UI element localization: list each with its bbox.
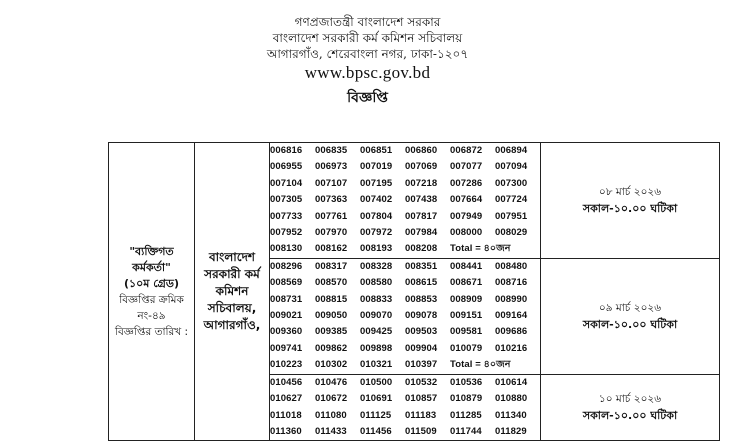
- roll-number: 006851: [360, 145, 393, 156]
- roll-number: 007195: [360, 177, 393, 189]
- commission-title: বাংলাদেশ সরকারী কর্ম কমিশন সচিবালয়: [272, 31, 463, 45]
- roll-number: 008130: [270, 243, 303, 255]
- roll-number: 007664: [450, 194, 483, 206]
- roll-grid: [270, 375, 540, 441]
- govt-title: গণপ্রজাতন্ত্রী বাংলাদেশ সরকার: [294, 15, 441, 29]
- notice-header: [0, 14, 735, 108]
- roll-number: 009070: [360, 310, 393, 322]
- roll-number: 008441: [450, 260, 483, 272]
- roll-number: 006860: [405, 145, 438, 156]
- roll-number: 009151: [450, 310, 483, 322]
- notice-serial-label: বিজ্ঞপ্তির ক্রমিক: [119, 293, 184, 306]
- roll-number: 007972: [360, 227, 393, 239]
- roll-number: 007817: [405, 210, 438, 222]
- roll-number: 007218: [405, 177, 438, 189]
- roll-number: 008296: [270, 260, 303, 272]
- roll-number: 006816: [270, 145, 303, 156]
- roll-number: 009904: [405, 342, 438, 354]
- roll-number: 008351: [405, 260, 438, 272]
- roll-list-cell: [270, 374, 541, 441]
- roll-number: 008909: [450, 293, 483, 305]
- roll-number: 006955: [270, 161, 303, 173]
- post-cell: [109, 143, 195, 441]
- roll-number: 010691: [360, 393, 393, 405]
- exam-date: ১০ মার্চ ২০২৬: [598, 393, 662, 405]
- roll-number: 008193: [360, 243, 393, 255]
- roll-number: 007949: [450, 210, 483, 222]
- roll-number: 010397: [405, 359, 438, 371]
- roll-list-cell: [270, 143, 541, 259]
- roll-number: 010627: [270, 393, 303, 405]
- exam-date: ০৯ মার্চ ২০২৬: [598, 301, 662, 314]
- roll-number: 011183: [405, 409, 437, 421]
- roll-number: 009360: [270, 326, 303, 338]
- roll-number: 009686: [495, 326, 528, 338]
- roll-grid: [270, 143, 540, 258]
- roll-number: 008569: [270, 277, 303, 289]
- venue-line: কমিশন: [215, 284, 249, 299]
- roll-number: 010672: [315, 393, 348, 405]
- roll-number: 010880: [495, 393, 528, 405]
- roll-number: 008480: [495, 260, 528, 272]
- roll-number: 010223: [270, 359, 303, 371]
- roll-number: 008317: [315, 260, 348, 272]
- roll-number: 006894: [495, 145, 528, 156]
- roll-number: 007761: [315, 210, 348, 222]
- roll-number: 010536: [450, 376, 483, 388]
- roll-number: 007402: [360, 194, 393, 206]
- roll-number: 006835: [315, 145, 348, 156]
- schedule-cell: [541, 143, 720, 259]
- post-grade: (১০ম গ্রেড): [123, 276, 180, 290]
- roll-number: 009741: [270, 342, 303, 354]
- venue-line: বাংলাদেশ: [209, 250, 255, 265]
- schedule-cell: [541, 374, 720, 441]
- roll-number: 008162: [315, 243, 348, 255]
- roll-number: 010216: [495, 342, 528, 354]
- roll-number: 008615: [405, 277, 438, 289]
- roll-number: 009898: [360, 342, 393, 354]
- venue-cell: [195, 143, 270, 441]
- roll-number: 006872: [450, 145, 483, 156]
- roll-number: 010857: [405, 393, 438, 405]
- roll-number: 007077: [450, 161, 483, 173]
- roll-number: 010302: [315, 359, 348, 371]
- roll-number: 010456: [270, 376, 303, 388]
- roll-number: 007069: [405, 161, 438, 173]
- roll-grid: [270, 259, 540, 374]
- roll-number: 007107: [315, 177, 348, 189]
- roll-number: 011509: [405, 425, 437, 437]
- roll-number: 011080: [315, 409, 347, 421]
- roll-number: 011829: [495, 425, 527, 437]
- roll-number: 011433: [315, 425, 347, 437]
- roll-number: 010614: [495, 376, 528, 388]
- notice-title: বিজ্ঞপ্তি: [347, 90, 388, 106]
- roll-number: 006973: [315, 161, 348, 173]
- roll-number: 009581: [450, 326, 483, 338]
- roll-number: 009078: [405, 310, 438, 322]
- roll-number: 009164: [495, 310, 528, 322]
- roll-number: 011360: [270, 425, 302, 437]
- roll-number: 008208: [405, 243, 438, 255]
- roll-number: 009050: [315, 310, 348, 322]
- roll-number: 008570: [315, 277, 348, 289]
- roll-number: 011744: [450, 425, 482, 437]
- roll-number: 009425: [360, 326, 393, 338]
- roll-number: 007094: [495, 161, 528, 173]
- roll-number: 008731: [270, 293, 303, 305]
- roll-number: 007305: [270, 194, 303, 206]
- roll-number: 009385: [315, 326, 348, 338]
- roll-number: 010476: [315, 376, 348, 388]
- roll-number: 007104: [270, 177, 303, 189]
- roll-number: 007438: [405, 194, 438, 206]
- roll-number: 007286: [450, 177, 483, 189]
- total-count: Total = ৪০জন: [450, 243, 511, 255]
- roll-number: 010879: [450, 393, 483, 405]
- roll-number: 011340: [495, 409, 527, 421]
- roll-number: 008990: [495, 293, 528, 305]
- total-count: Total = ৪০জন: [450, 359, 511, 371]
- roll-number: 008815: [315, 293, 348, 305]
- roll-number: 010532: [405, 376, 438, 388]
- address: আগারগাঁও, শেরেবাংলা নগর, ঢাকা-১২০৭: [266, 47, 469, 61]
- roll-number: 009503: [405, 326, 438, 338]
- roll-number: 007019: [360, 161, 393, 173]
- schedule-cell: [541, 258, 720, 374]
- notice-serial-number: নং-৪৯: [137, 309, 166, 322]
- roll-number: 007951: [495, 210, 528, 222]
- exam-time: সকাল-১০.০০ ঘটিকা: [582, 409, 678, 422]
- roll-number: 008580: [360, 277, 393, 289]
- roll-number: 007970: [315, 227, 348, 239]
- roll-number: 008671: [450, 277, 483, 289]
- roll-number: 009862: [315, 342, 348, 354]
- venue-line: সচিবালয়,: [207, 301, 257, 316]
- website-link[interactable]: www.bpsc.gov.bd: [304, 63, 431, 82]
- roll-number: 008716: [495, 277, 528, 289]
- exam-time: সকাল-১০.০০ ঘটিকা: [582, 317, 678, 331]
- roll-number: 010321: [360, 359, 393, 371]
- roll-number: 008328: [360, 260, 393, 272]
- roll-number: 011125: [360, 409, 392, 421]
- roll-number: 007733: [270, 210, 303, 222]
- exam-date: ০৮ মার্চ ২০২৬: [598, 185, 662, 198]
- roll-number: 007363: [315, 194, 348, 206]
- roll-number: 007952: [270, 227, 303, 239]
- roll-number: 008029: [495, 227, 528, 239]
- roll-number: 007724: [495, 194, 528, 206]
- roll-number: 010079: [450, 342, 483, 354]
- roll-number: 008853: [405, 293, 438, 305]
- exam-schedule-table: [108, 142, 720, 441]
- post-name: "ব্যক্তিগত কর্মকর্তা": [129, 244, 174, 274]
- roll-number: 011285: [450, 409, 482, 421]
- roll-number: 007984: [405, 227, 438, 239]
- exam-time: সকাল-১০.০০ ঘটিকা: [582, 201, 678, 215]
- venue-line: সরকারী কর্ম: [204, 267, 260, 282]
- roll-number: 009021: [270, 310, 303, 322]
- roll-number: 008833: [360, 293, 393, 305]
- roll-number: 007300: [495, 177, 528, 189]
- roll-number: 011456: [360, 425, 392, 437]
- roll-number: 007804: [360, 210, 393, 222]
- roll-number: 010500: [360, 376, 393, 388]
- notice-date-label: বিজ্ঞপ্তির তারিখ :: [114, 325, 189, 338]
- roll-number: 008000: [450, 227, 483, 239]
- roll-list-cell: [270, 258, 541, 374]
- roll-number: 011018: [270, 409, 302, 421]
- venue-line: আগারগাঁও,: [203, 318, 261, 333]
- table-row: [109, 143, 720, 259]
